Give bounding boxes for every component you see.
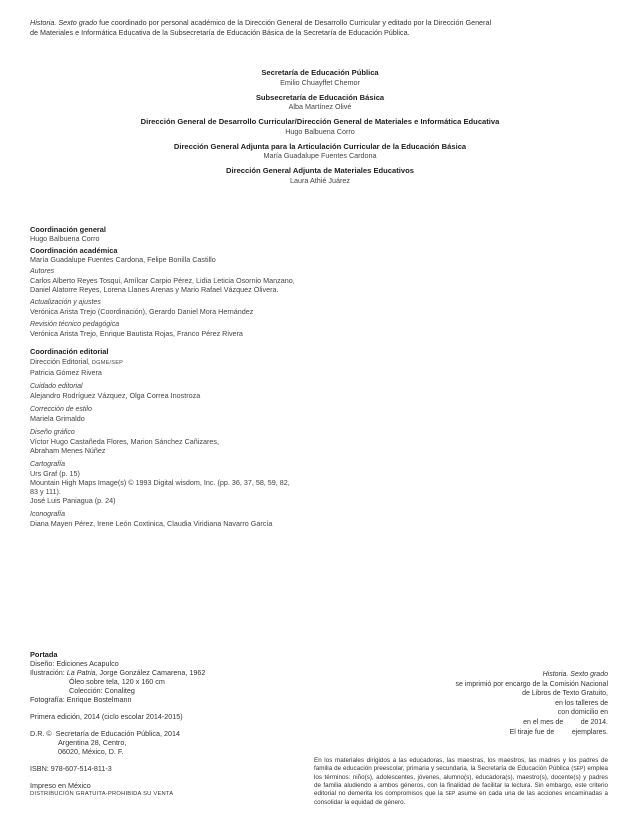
credit-coord-editorial — [30, 347, 360, 376]
credit-actualizacion — [30, 298, 360, 316]
tiraje-line: con domicilio en — [557, 709, 608, 717]
credit-subtitle: Cuidado editorial — [30, 382, 83, 390]
printed-in: Impreso en México — [30, 781, 91, 790]
credit-subtitle: Cartografía — [30, 460, 66, 468]
credit-line: Víctor Hugo Castañeda Flores, Marion Sánchez Cañizares, — [30, 436, 219, 446]
official-name: Hugo Balbuena Corro — [285, 126, 355, 136]
credits-section — [30, 225, 360, 535]
copyright-holder: Secretaría de Educación Pública, 2014 — [55, 729, 180, 738]
credit-name: Alejandro Rodríguez Vázquez, Olga Correa Inostroza — [30, 390, 201, 400]
credit-title: Coordinación académica — [30, 246, 118, 256]
copyright-address2: 06020, México, D. F. — [58, 747, 124, 756]
intro-line1: fue coordinado por personal académico de la Dirección General de Desarrollo Curricular y editado por la Dirección General — [99, 18, 492, 27]
credit-title: Coordinación editorial — [30, 347, 109, 357]
credit-line: Carlos Alberto Reyes Tosqui, Amílcar Carpio Pérez, Lidia Leticia Osornio Manzano, — [30, 276, 295, 286]
edition-info: Primera edición, 2014 (ciclo escolar 2014-2015) — [30, 712, 183, 721]
tiraje-book-title: Historia. Sexto grado — [542, 671, 608, 678]
print-run-info — [388, 670, 608, 737]
notice-sep: SEP — [445, 790, 456, 797]
credit-line-smallcaps: DGME/SEP — [91, 359, 124, 366]
credit-diseno — [30, 428, 360, 455]
credit-line: Urs Graf (p. 15) — [30, 468, 80, 478]
isbn: ISBN: 978-607-514-811-3 — [30, 764, 112, 773]
tiraje-line: de Libros de Texto Gratuito, — [522, 690, 608, 698]
credit-coord-academica — [30, 246, 360, 264]
credit-subtitle: Diseño gráfico — [30, 428, 75, 436]
official-name: Alba Martínez Olivé — [288, 102, 352, 111]
portada-ilustracion — [30, 668, 290, 677]
official-name: María Guadalupe Fuentes Cardona — [263, 151, 377, 160]
official-title: Dirección General Adjunta para la Articulación Curricular de la Educación Básica — [173, 141, 467, 151]
official-title: Dirección General de Desarrollo Curricular/Dirección General de Materiales e Informática Educativa — [140, 117, 500, 126]
copyright-address1: Argentina 28, Centro, — [58, 738, 127, 747]
intro-line2: de Materiales e Informática Educativa de la Subsecretaría de Educación Básica de la Secretaría de Educación Pública. — [30, 27, 410, 37]
portada-title: Portada — [30, 650, 58, 659]
credit-subtitle: Revisión técnico pedagógica — [30, 321, 120, 329]
intro-paragraph — [30, 18, 590, 37]
credit-line: Daniel Alatorre Reyes, Lorena Llanes Arenas y Mario Rafael Vázquez Olivera. — [30, 285, 279, 295]
credit-line — [30, 357, 360, 368]
officials-list — [60, 68, 580, 191]
credit-name: Verónica Arista Trejo, Enrique Bautista Rojas, Franco Pérez Rivera — [30, 329, 243, 339]
credit-name: Hugo Balbuena Corro — [30, 234, 100, 244]
distribution-notice: DISTRIBUCIÓN GRATUITA-PROHIBIDA SU VENTA — [30, 791, 174, 797]
credit-cartografia — [30, 460, 360, 505]
official-name: Laura Athié Juárez — [290, 175, 350, 185]
credit-line: Abraham Menes Núñez — [30, 445, 106, 455]
official-entry — [60, 142, 580, 161]
tiraje-line: se imprimió por encargo de la Comisión Nacional — [455, 680, 608, 688]
notice-text: asume en cada una de las acciones encaminadas a consolidar la equidad de género. — [314, 789, 608, 806]
ilustracion-label: Ilustración: — [30, 668, 65, 677]
official-title: Dirección General Adjunta de Materiales Educativos — [226, 166, 414, 175]
credit-subtitle: Iconografía — [30, 510, 66, 518]
tiraje-line: en los talleres de — [555, 699, 608, 707]
credit-subtitle: Actualización y ajustes — [30, 299, 101, 307]
credit-line: Patricia Gómez Rivera — [30, 367, 102, 377]
credit-line: 83 y 111). — [30, 486, 61, 496]
credit-cuidado — [30, 382, 360, 400]
tiraje-line: en el mes de de 2014. — [523, 718, 608, 726]
copyright-label: D.R. © — [30, 729, 52, 738]
ilustracion-work-title: La Patria, — [66, 668, 98, 677]
credit-title: Coordinación general — [30, 225, 106, 234]
portada-oleo: Óleo sobre tela, 120 x 160 cm — [69, 677, 165, 686]
credit-line: Mountain High Maps Image(s) © 1993 Digital wisdom, Inc. (pp. 36, 37, 58, 59, 82, — [30, 477, 290, 487]
notice-text: En los materiales dirigidos a las educadoras, las maestras, los maestros, las madres y los padres de familia de educación preescolar, primaria y secundaria, la Secretaría de Educación Pública ( — [314, 757, 608, 772]
portada-fotografia: Fotografía: Enrique Bostelmann — [30, 695, 132, 704]
official-title: Subsecretaría de Educación Básica — [255, 92, 385, 102]
official-name: Emilio Chuayffet Chemor — [280, 77, 360, 87]
credit-correccion — [30, 405, 360, 423]
publication-info — [30, 650, 290, 799]
credit-autores — [30, 267, 360, 294]
notice-text: ) emplea los términos: niño(s), adolescentes, jóvenes, alumno(s), educadora(s), maestro(s), docente(s) y padres de familia aludiendo a ambos géneros, con la finalidad de facilitar la lectura. Sin embargo, este criterio editorial no demerita los compromisos que la — [314, 764, 608, 797]
credit-subtitle: Autores — [30, 268, 55, 276]
gender-language-notice — [314, 757, 608, 806]
official-entry — [60, 166, 580, 185]
official-entry — [60, 93, 580, 112]
portada-diseno: Diseño: Ediciones Acapulco — [30, 659, 119, 668]
tiraje-line: El tiraje fue de ejemplares. — [509, 728, 608, 736]
notice-sep: SEP — [573, 765, 584, 772]
credit-name: María Guadalupe Fuentes Cardona, Felipe Bonilla Castillo — [30, 255, 216, 265]
credit-name: Verónica Arista Trejo (Coordinación), Gerardo Daniel Mora Hernández — [30, 307, 254, 317]
credit-coord-general — [30, 225, 360, 243]
credit-name: Diana Mayen Pérez, Irene León Coxtinica, Claudia Viridiana Navarro García — [30, 518, 273, 528]
ilustracion-author: Jorge González Camarena, 1962 — [99, 668, 206, 677]
official-entry — [60, 117, 580, 136]
official-title: Secretaría de Educación Pública — [261, 68, 379, 77]
credit-name: Mariela Grimaldo — [30, 413, 85, 423]
official-entry — [60, 68, 580, 87]
copyright-block — [30, 729, 290, 738]
credit-line: José Luis Paniagua (p. 24) — [30, 495, 116, 505]
credit-revision — [30, 320, 360, 338]
portada-coleccion: Colección: Conaliteg — [69, 686, 135, 695]
credit-iconografia — [30, 510, 360, 528]
credit-line-prefix: Dirección Editorial, — [30, 356, 90, 366]
credit-subtitle: Corrección de estilo — [30, 405, 92, 413]
intro-book-title: Historia. Sexto grado — [30, 18, 98, 27]
